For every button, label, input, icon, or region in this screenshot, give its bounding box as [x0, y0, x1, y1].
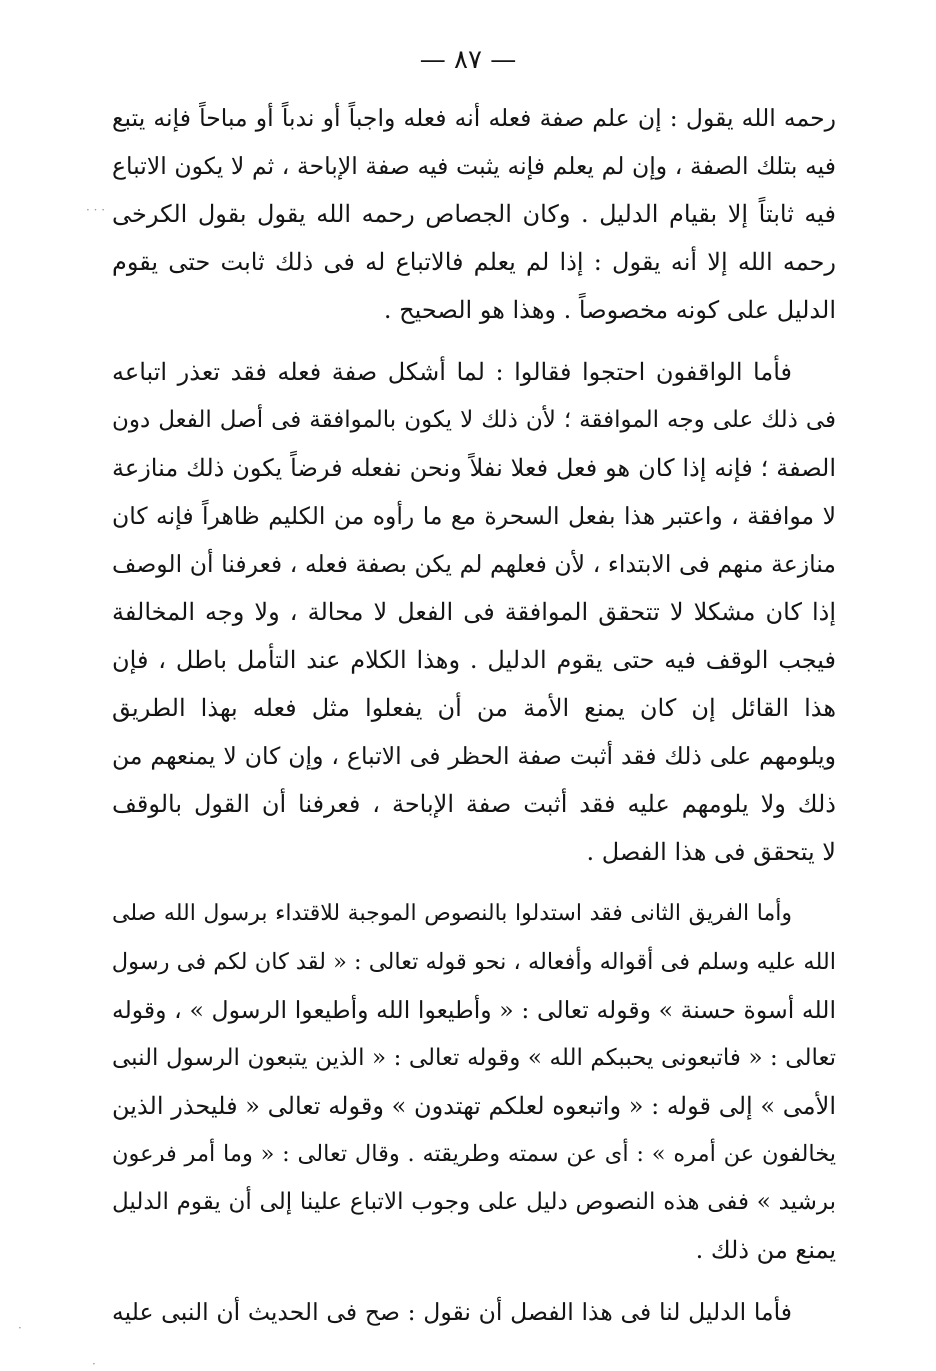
text-line: الله عليه وسلم فى أقواله وأفعاله ، نحو قوله تعالى : « لقد كان لكم فى رسول — [112, 949, 836, 975]
text-line: تعالى : « فاتبعونى يحببكم الله » وقوله تعالى : « الذين يتبعون الرسول النبى — [112, 1045, 836, 1071]
scan-speck: · — [92, 1357, 96, 1371]
scan-speck: · — [18, 1321, 22, 1335]
text-line: برشيد » ففى هذه النصوص دليل على وجوب الاتباع علينا إلى أن يقوم الدليل — [112, 1189, 836, 1215]
paragraph-2 — [112, 348, 836, 876]
text-line: الأمى » إلى قوله : « واتبعوه لعلكم تهتدون » وقوله تعالى « فليحذر الذين — [112, 1092, 836, 1120]
body-text — [112, 94, 836, 1350]
text-line: يمنع من ذلك . — [695, 1236, 836, 1264]
paragraph-4 — [112, 1288, 836, 1336]
text-line: فأما الواقفون احتجوا فقالوا : لما أشكل صفة فعله فقد تعذر اتباعه — [112, 358, 792, 386]
text-line: لا موافقة ، واعتبر هذا بفعل السحرة مع ما رأوه من الكليم ظاهراً فإنه كان — [112, 502, 836, 530]
text-line: الصفة ؛ فإنه إذا كان هو فعل فعلا نفلاً ونحن نفعله فرضاً يكون ذلك منازعة — [112, 454, 836, 482]
text-line: وأما الفريق الثانى فقد استدلوا بالنصوص الموجبة للاقتداء برسول الله صلى — [112, 901, 792, 926]
page-number: — ٨٧ — — [419, 45, 517, 75]
text-line: الدليل على كونه مخصوصاً . وهذا هو الصحيح . — [383, 296, 836, 324]
text-line: الله أسوة حسنة » وقوله تعالى : « وأطيعوا الله وأطيعوا الرسول » ، وقوله — [112, 996, 836, 1024]
text-line: فيه ثابتاً إلا بقيام الدليل . وكان الجصاص رحمه الله يقول بقول الكرخى — [112, 200, 836, 228]
paragraph-1 — [112, 94, 836, 334]
text-line: لا يتحقق فى هذا الفصل . — [586, 838, 836, 866]
text-line: فى ذلك على وجه الموافقة ؛ لأن ذلك لا يكون بالموافقة فى أصل الفعل دون — [112, 407, 836, 433]
text-line: منازعة منهم فى الابتداء ، لأن فعلهم لم يكن بصفة فعله ، فعرفنا أن الوصف — [112, 550, 836, 578]
text-line: رحمه الله إلا أنه يقول : إذا لم يعلم فالاتباع له فى ذلك ثابت حتى يقوم — [112, 248, 836, 276]
scan-speck: · · · — [86, 203, 106, 217]
text-line: ذلك ولا يلومهم عليه فقد أثبت صفة الإباحة ، فعرفنا أن القول بالوقف — [112, 790, 836, 818]
text-line: ويلومهم على ذلك فقد أثبت صفة الحظر فى الاتباع ، وإن كان لا يمنعهم من — [112, 742, 836, 770]
text-line: فيه بتلك الصفة ، وإن لم يعلم فإنه يثبت فيه صفة الإباحة ، ثم لا يكون الاتباع — [112, 152, 836, 180]
text-line: فأما الدليل لنا فى هذا الفصل أن نقول : صح فى الحديث أن النبى عليه — [112, 1298, 792, 1326]
text-line: هذا القائل إن كان يمنع الأمة من أن يفعلوا مثل فعله بهذا الطريق — [112, 694, 836, 722]
text-line: فيجب الوقف فيه حتى يقوم الدليل . وهذا الكلام عند التأمل باطل ، فإن — [112, 646, 836, 674]
text-line: إذا كان مشكلا لا تتحقق الموافقة فى الفعل لا محالة ، ولا وجه المخالفة — [112, 598, 836, 626]
paragraph-3 — [112, 890, 836, 1274]
text-line: يخالفون عن أمره » : أى عن سمته وطريقته . وقال تعالى : « وما أمر فرعون — [112, 1141, 836, 1167]
text-line: رحمه الله يقول : إن علم صفة فعله أنه فعله واجباً أو ندباً أو مباحاً فإنه يتبع — [112, 104, 836, 132]
